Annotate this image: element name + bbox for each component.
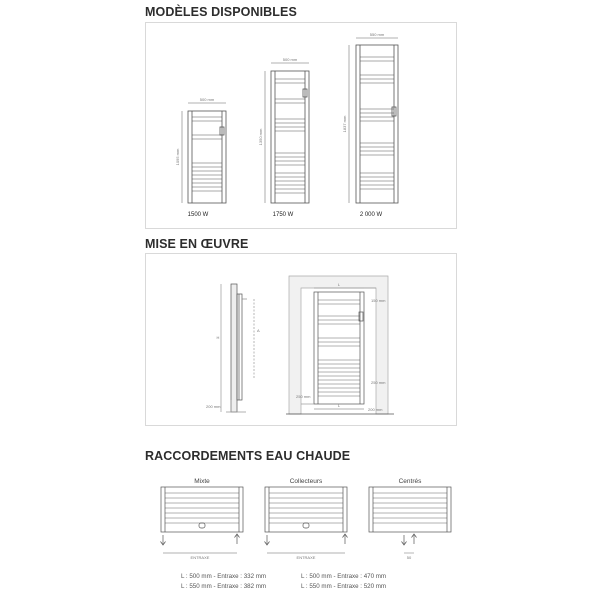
connections-drawing: [145, 467, 455, 567]
model-1-width: 500 mm: [199, 97, 215, 102]
side-floor-label: 200 mm: [206, 404, 221, 409]
install-section-title: MISE EN ŒUVRE: [145, 237, 249, 251]
specs-left: [181, 572, 266, 592]
model-3-width: 550 mm: [369, 32, 385, 37]
front-top-gap: 150 mm: [371, 298, 386, 303]
mixte-label: Mixte: [194, 478, 210, 485]
centres-label: Centrés: [398, 478, 422, 485]
model-3-power: 2 000 W: [359, 212, 383, 218]
radiator-1750-drawing: [265, 63, 309, 203]
models-section-title: MODÈLES DISPONIBLES: [145, 5, 297, 19]
connections-area: [145, 467, 455, 600]
model-2-height: 1350 mm: [258, 128, 263, 146]
mixte-entraxe-label: ENTRAXE: [190, 555, 210, 560]
radiator-2000-drawing: [349, 38, 398, 203]
mixte-drawing: [161, 487, 244, 553]
front-floor-label: 200 mm: [368, 407, 383, 412]
install-panel: [145, 253, 457, 426]
collecteurs-entraxe-label: ENTRAXE: [296, 555, 316, 560]
front-left-gap: 250 mm: [296, 394, 311, 399]
models-panel: [145, 22, 457, 229]
model-2-power: 1750 W: [272, 212, 294, 218]
connections-section-title: RACCORDEMENTS EAU CHAUDE: [145, 449, 351, 463]
models-drawing: [146, 23, 456, 228]
radiator-1500-drawing: [182, 103, 226, 203]
spec-left-2: L : 550 mm - Entraxe : 382 mm: [181, 583, 267, 590]
side-h-label: H: [216, 335, 220, 340]
front-l-bottom: L: [337, 403, 341, 408]
front-l-top: L: [337, 282, 341, 287]
front-right-gap: 250 mm: [371, 380, 386, 385]
install-drawing: [146, 254, 456, 425]
collecteurs-drawing: [265, 487, 348, 553]
spec-left-1: L : 500 mm - Entraxe : 332 mm: [181, 573, 267, 580]
model-1-power: 1500 W: [187, 212, 209, 218]
side-a-label: A: [257, 328, 260, 333]
spec-right-1: L : 500 mm - Entraxe : 470 mm: [301, 573, 387, 580]
model-1-height: 1095 mm: [175, 148, 180, 166]
collecteurs-label: Collecteurs: [289, 478, 323, 485]
model-2-width: 500 mm: [282, 57, 298, 62]
spec-right-2: L : 550 mm - Entraxe : 520 mm: [301, 583, 387, 590]
specs-right: [301, 572, 386, 592]
centres-gap-label: 50: [406, 555, 412, 560]
centres-drawing: [369, 487, 451, 553]
model-3-height: 1837 mm: [342, 115, 347, 133]
side-view-drawing: [221, 284, 254, 412]
